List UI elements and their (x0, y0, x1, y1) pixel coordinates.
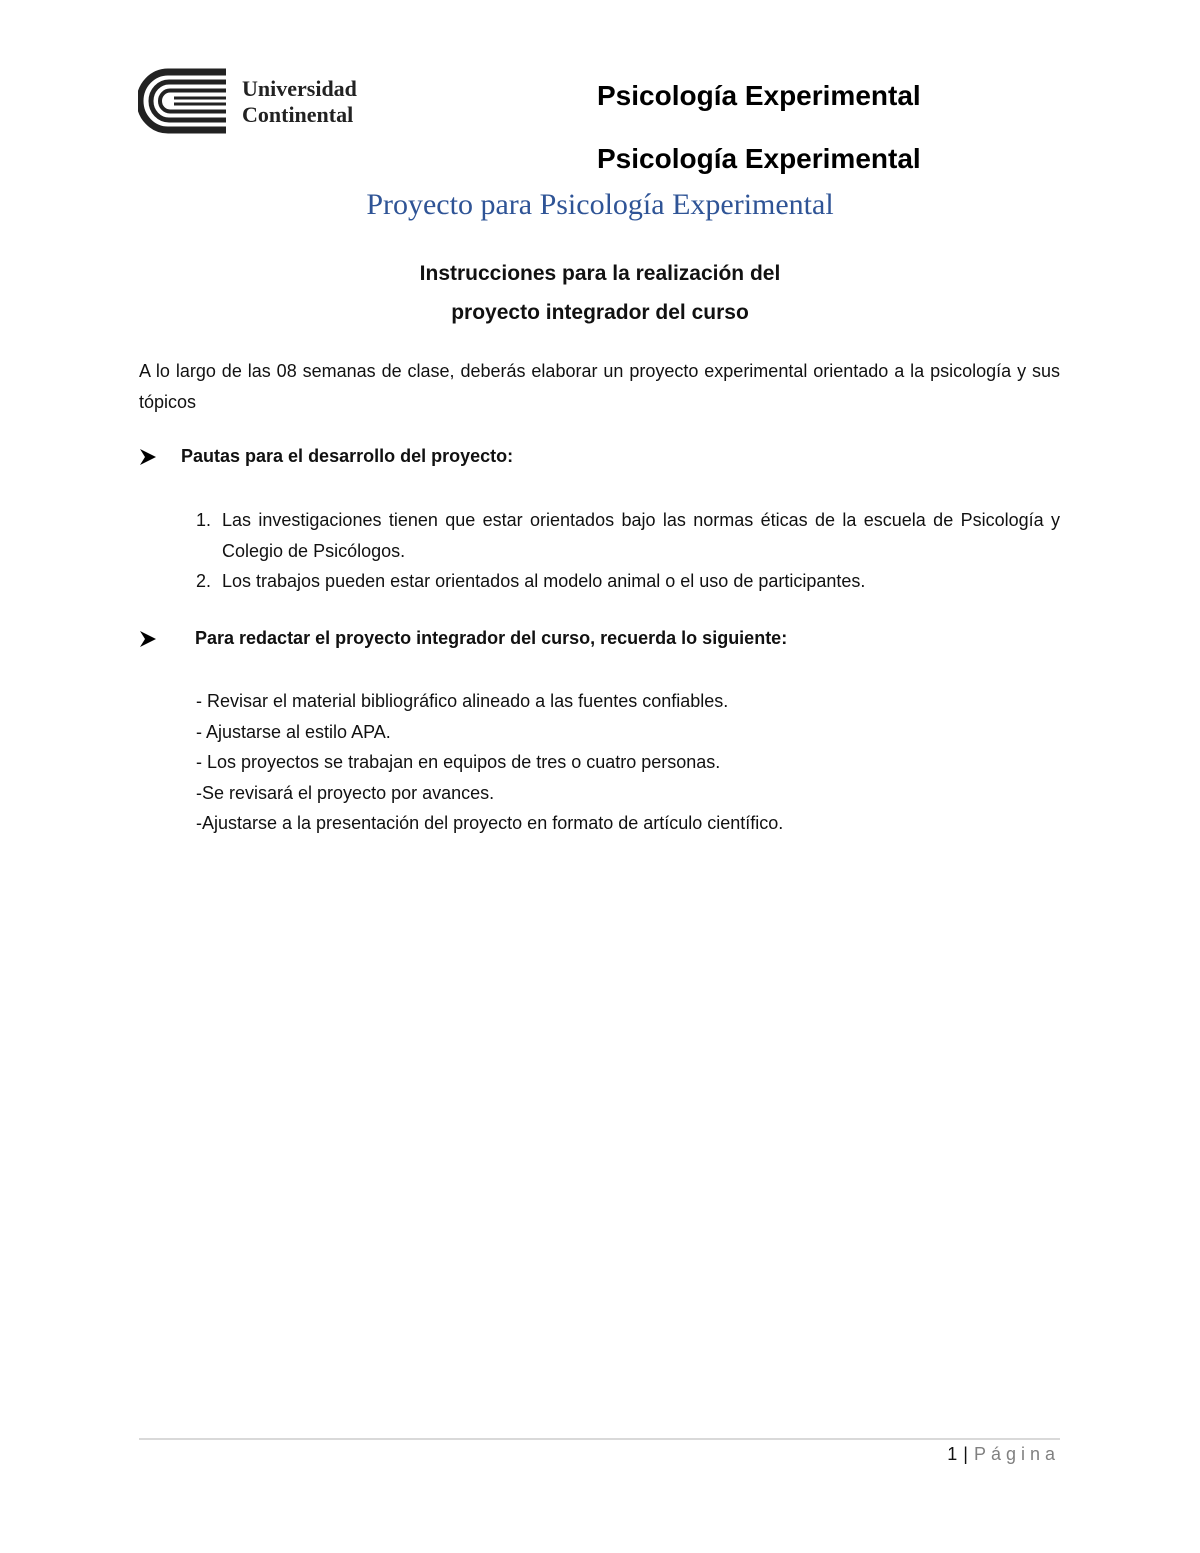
header-title-2: Psicología Experimental (597, 143, 921, 174)
project-title: Proyecto para Psicología Experimental (366, 188, 834, 221)
list-item: -Ajustarse a la presentación del proyecto en formato de artículo científico. (196, 813, 784, 833)
header-title-1: Psicología Experimental (597, 80, 921, 111)
logo-line-2: Continental (242, 102, 354, 127)
logo-line-1: Universidad (242, 76, 357, 101)
section-1-heading-text: Pautas para el desarrollo del proyecto: (181, 446, 514, 466)
guidelines-list (196, 505, 1060, 597)
instructions-heading-line-2: proyecto integrador del curso (451, 301, 749, 324)
arrow-bullet-icon (139, 448, 157, 466)
page-footer (947, 1444, 1060, 1465)
list-item (196, 566, 1060, 597)
arrow-bullet-icon (139, 630, 157, 648)
logo-wordmark (242, 76, 357, 128)
footer-separator: | (963, 1444, 968, 1464)
list-item-number: 2. (196, 571, 212, 591)
list-item-text: Las investigaciones tienen que estar orientados bajo las normas éticas de la escuela de Psicología y Colegio de Psicólogos. (222, 510, 1060, 561)
list-item (196, 505, 1060, 566)
list-item-number: 1. (196, 510, 212, 530)
list-item: - Revisar el material bibliográfico alineado a las fuentes confiables. (196, 691, 729, 711)
instructions-heading-line-1: Instrucciones para la realización del (419, 262, 781, 285)
footer-divider (139, 1438, 1060, 1440)
list-item: - Los proyectos se trabajan en equipos de tres o cuatro personas. (196, 752, 721, 772)
intro-paragraph: A lo largo de las 08 semanas de clase, deberás elaborar un proyecto experimental orientado a la psicología y sus tópicos (139, 361, 1060, 412)
page-number: 1 (947, 1444, 958, 1464)
list-item-text: Los trabajos pueden estar orientados al modelo animal o el uso de participantes. (222, 571, 866, 591)
section-2-heading-text: Para redactar el proyecto integrador del curso, recuerda lo siguiente: (195, 628, 788, 648)
instructions-heading (0, 254, 1200, 332)
page-word: Página (973, 1444, 1060, 1464)
list-item: -Se revisará el proyecto por avances. (196, 782, 495, 803)
reminders-list (196, 686, 1060, 839)
continental-logo-icon (138, 68, 228, 134)
list-item: - Ajustarse al estilo APA. (196, 721, 391, 742)
university-logo (138, 68, 388, 134)
